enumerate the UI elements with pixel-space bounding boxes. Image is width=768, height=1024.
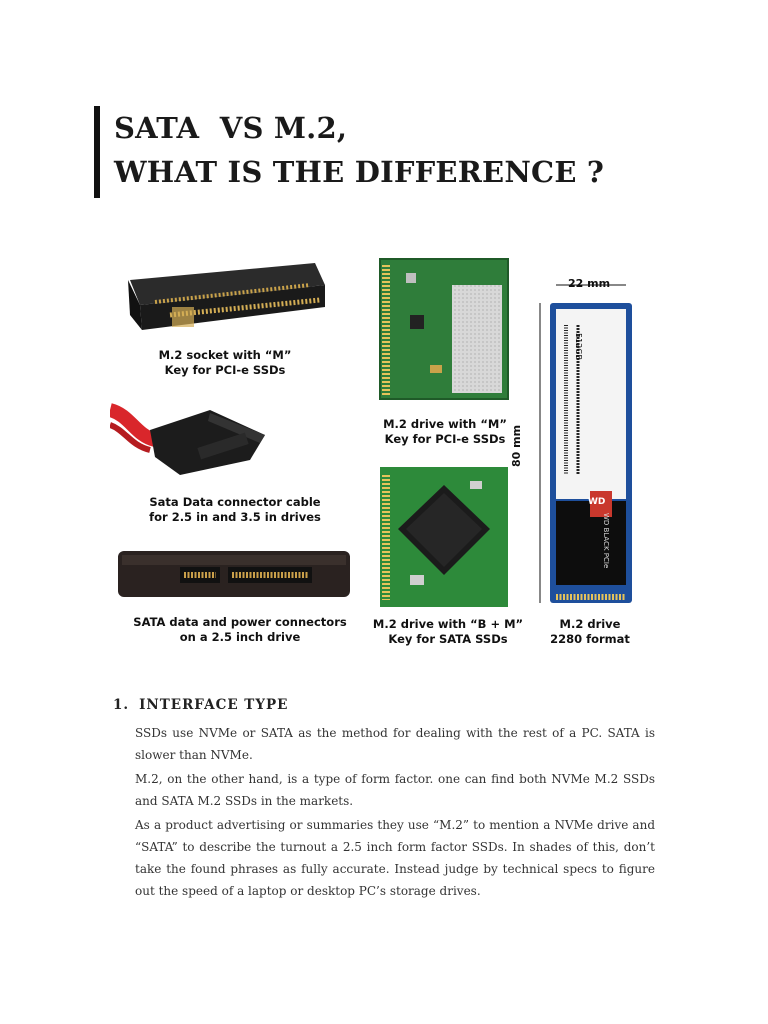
m2-2280-drive-illustration [540, 285, 632, 603]
paragraph-3: As a product advertising or summaries they use “M.2” to mention a NVMe drive and “SATA” to describe the turnout a 2.5 inch form factor SSDs. In shades of this, don’t take the found phrases as fully accurate. Instead judge by technical specs to figure out the speed of a laptop or desktop PC’s storage drives. [135, 818, 655, 898]
sata-cable-illustration [110, 410, 265, 475]
drive-model-label: WD BLACK PCIe [602, 513, 610, 569]
dimension-length-label: 80 mm [510, 424, 523, 467]
section-heading [113, 697, 288, 713]
m2-drive-bm-key-illustration [380, 467, 508, 607]
paragraph-2: M.2, on the other hand, is a type of form factor. one can find both NVMe M.2 SSDs and SATA M.2 SSDs in the markets. [135, 772, 655, 808]
caption-sata-cable: Sata Data connector cable for 2.5 in and 3.5 in drives [149, 495, 321, 524]
m2-drive-m-key-illustration [380, 259, 508, 399]
m2-socket-illustration [128, 263, 325, 330]
section-number: 1. [113, 697, 130, 713]
caption-sata-connectors: SATA data and power connectors on a 2.5 inch drive [133, 615, 347, 644]
title-block [94, 106, 654, 198]
page-title-line-1: SATA VS M.2, [114, 111, 348, 145]
page-title-line-2: WHAT IS THE DIFFERENCE ? [114, 155, 605, 189]
comparison-figure-art [110, 245, 650, 655]
dimension-width-label: 22 mm [568, 277, 611, 290]
caption-m2-2280: M.2 drive 2280 format [550, 617, 630, 646]
wd-logo: WD [588, 497, 606, 507]
sata-drive-illustration [118, 551, 350, 597]
section-title: INTERFACE TYPE [139, 697, 289, 713]
caption-m2-socket: M.2 socket with “M” Key for PCI-e SSDs [158, 348, 292, 377]
caption-m2-drive-m: M.2 drive with “M” Key for PCI-e SSDs [383, 417, 507, 446]
paragraph-1: SSDs use NVMe or SATA as the method for dealing with the rest of a PC. SATA is slower than NVMe. [135, 726, 655, 762]
drive-capacity-label: 512GB [574, 333, 583, 360]
comparison-figure [110, 245, 650, 655]
caption-m2-drive-bm: M.2 drive with “B + M” Key for SATA SSDs [372, 617, 524, 646]
